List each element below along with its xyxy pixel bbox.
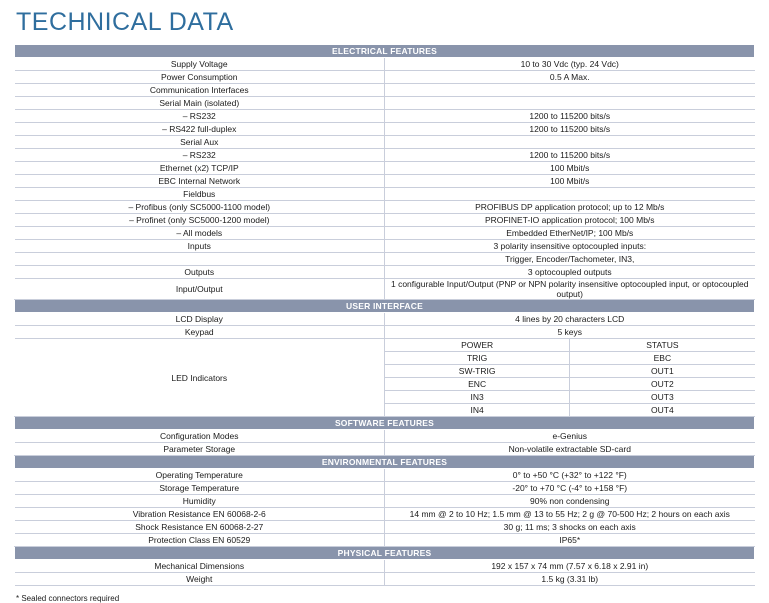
row-value: 90% non condensing (385, 495, 755, 508)
table-row (15, 430, 755, 443)
row-label: EBC Internal Network (15, 175, 385, 188)
table-row (15, 443, 755, 456)
row-value: 10 to 30 Vdc (typ. 24 Vdc) (385, 58, 755, 71)
table-row (15, 469, 755, 482)
row-label: – All models (15, 227, 385, 240)
row-label: Serial Aux (15, 136, 385, 149)
led-name-right: OUT1 (570, 365, 755, 378)
row-value (385, 136, 755, 149)
led-row (385, 378, 755, 391)
led-row (385, 391, 755, 404)
row-value: PROFINET-IO application protocol; 100 Mb/s (385, 214, 755, 227)
table-row (15, 508, 755, 521)
row-value: 1200 to 115200 bits/s (385, 149, 755, 162)
led-indicators-grid (385, 339, 755, 417)
table-row (15, 58, 755, 71)
row-value: e-Genius (385, 430, 755, 443)
table-row (15, 136, 755, 149)
table-row (15, 521, 755, 534)
row-label: Ethernet (x2) TCP/IP (15, 162, 385, 175)
section-header-label: PHYSICAL FEATURES (15, 547, 755, 560)
section-header-row (15, 547, 755, 560)
led-row (385, 352, 755, 365)
row-value: 5 keys (385, 326, 755, 339)
row-label: Weight (15, 573, 385, 586)
row-label: Shock Resistance EN 60068-2-27 (15, 521, 385, 534)
row-value: IP65* (385, 534, 755, 547)
row-value: 0.5 A Max. (385, 71, 755, 84)
led-name-right: EBC (570, 352, 755, 365)
footnote: * Sealed connectors required (16, 594, 120, 603)
table-row (15, 188, 755, 201)
row-label: LCD Display (15, 313, 385, 326)
row-value: Embedded EtherNet/IP; 100 Mb/s (385, 227, 755, 240)
led-indicators-row (15, 339, 755, 417)
technical-data-table (14, 44, 755, 586)
led-name-left: IN4 (385, 404, 570, 417)
table-row (15, 214, 755, 227)
row-value: 1200 to 115200 bits/s (385, 110, 755, 123)
row-label: Vibration Resistance EN 60068-2-6 (15, 508, 385, 521)
row-label: LED Indicators (15, 339, 385, 417)
row-label: – RS232 (15, 110, 385, 123)
table-row (15, 84, 755, 97)
table-row (15, 560, 755, 573)
row-label: Power Consumption (15, 71, 385, 84)
row-value: 1 configurable Input/Output (PNP or NPN polarity insensitive optocoupled input, or optocoupled output) (385, 279, 755, 300)
row-label: Protection Class EN 60529 (15, 534, 385, 547)
row-value: 0° to +50 °C (+32° to +122 °F) (385, 469, 755, 482)
row-label: – Profinet (only SC5000-1200 model) (15, 214, 385, 227)
led-row (385, 365, 755, 378)
table-row (15, 573, 755, 586)
table-row (15, 227, 755, 240)
led-name-right: OUT3 (570, 391, 755, 404)
table-row (15, 201, 755, 214)
led-name-left: IN3 (385, 391, 570, 404)
row-value: Non-volatile extractable SD-card (385, 443, 755, 456)
row-value (385, 84, 755, 97)
row-value: -20° to +70 °C (-4° to +158 °F) (385, 482, 755, 495)
row-label: Parameter Storage (15, 443, 385, 456)
table-row (15, 534, 755, 547)
table-row (15, 175, 755, 188)
led-name-left: POWER (385, 339, 570, 352)
row-label: – RS422 full-duplex (15, 123, 385, 136)
table-row (15, 313, 755, 326)
table-row (15, 253, 755, 266)
row-label: Fieldbus (15, 188, 385, 201)
table-row (15, 326, 755, 339)
row-label: – Profibus (only SC5000-1100 model) (15, 201, 385, 214)
led-row (385, 339, 755, 352)
table-row (15, 266, 755, 279)
row-label: Humidity (15, 495, 385, 508)
row-value: 1200 to 115200 bits/s (385, 123, 755, 136)
page-title: TECHNICAL DATA (16, 8, 234, 36)
row-value: 3 optocoupled outputs (385, 266, 755, 279)
row-label: Serial Main (isolated) (15, 97, 385, 110)
row-value: 100 Mbit/s (385, 175, 755, 188)
table-row (15, 162, 755, 175)
led-name-right: OUT4 (570, 404, 755, 417)
row-value: 14 mm @ 2 to 10 Hz; 1.5 mm @ 13 to 55 Hz; 2 g @ 70-500 Hz; 2 hours on each axis (385, 508, 755, 521)
table-row (15, 97, 755, 110)
row-label: Operating Temperature (15, 469, 385, 482)
row-value: 100 Mbit/s (385, 162, 755, 175)
row-label: Input/Output (15, 279, 385, 300)
row-value: 3 polarity insensitive optocoupled inputs: (385, 240, 755, 253)
led-name-left: ENC (385, 378, 570, 391)
row-value: 1.5 kg (3.31 lb) (385, 573, 755, 586)
row-label: Configuration Modes (15, 430, 385, 443)
row-label: Supply Voltage (15, 58, 385, 71)
section-header-label: ELECTRICAL FEATURES (15, 45, 755, 58)
table-row (15, 482, 755, 495)
row-label: Inputs (15, 240, 385, 253)
led-name-right: STATUS (570, 339, 755, 352)
led-name-left: TRIG (385, 352, 570, 365)
section-header-row (15, 300, 755, 313)
table-row (15, 123, 755, 136)
row-label: Communication Interfaces (15, 84, 385, 97)
technical-data-page (0, 8, 769, 603)
row-value: PROFIBUS DP application protocol; up to 12 Mb/s (385, 201, 755, 214)
section-header-label: USER INTERFACE (15, 300, 755, 313)
row-label: – RS232 (15, 149, 385, 162)
led-name-right: OUT2 (570, 378, 755, 391)
table-row (15, 110, 755, 123)
row-label: Keypad (15, 326, 385, 339)
led-name-left: SW-TRIG (385, 365, 570, 378)
section-header-label: ENVIRONMENTAL FEATURES (15, 456, 755, 469)
row-value: Trigger, Encoder/Tachometer, IN3, (385, 253, 755, 266)
table-row (15, 495, 755, 508)
section-header-label: SOFTWARE FEATURES (15, 417, 755, 430)
row-label: Mechanical Dimensions (15, 560, 385, 573)
row-value: 30 g; 11 ms; 3 shocks on each axis (385, 521, 755, 534)
table-row (15, 149, 755, 162)
row-value: 4 lines by 20 characters LCD (385, 313, 755, 326)
led-row (385, 404, 755, 417)
table-row (15, 71, 755, 84)
table-row (15, 279, 755, 300)
row-label (15, 253, 385, 266)
table-row (15, 240, 755, 253)
section-header-row (15, 45, 755, 58)
section-header-row (15, 456, 755, 469)
section-header-row (15, 417, 755, 430)
row-value (385, 188, 755, 201)
row-value (385, 97, 755, 110)
row-value: 192 x 157 x 74 mm (7.57 x 6.18 x 2.91 in) (385, 560, 755, 573)
row-label: Outputs (15, 266, 385, 279)
row-label: Storage Temperature (15, 482, 385, 495)
